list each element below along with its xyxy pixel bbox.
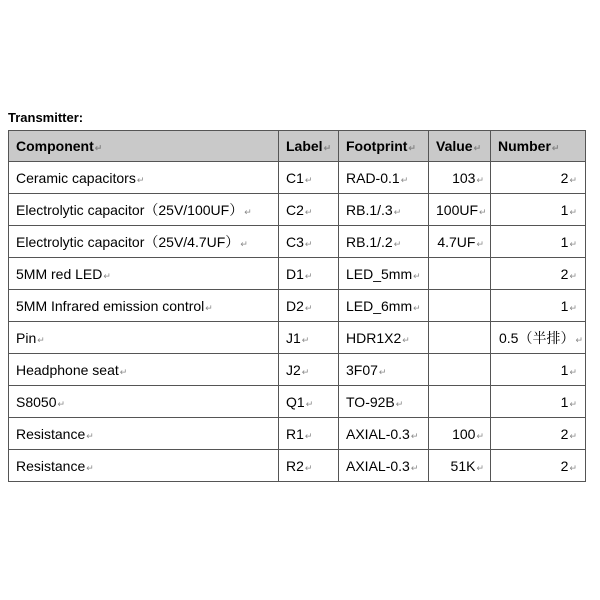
cell-footprint: AXIAL-0.3↵ xyxy=(339,418,429,450)
table-header-row xyxy=(9,131,586,162)
cell-component: Electrolytic capacitor（25V/4.7UF）↵ xyxy=(9,226,279,258)
components-table xyxy=(8,130,586,482)
table-row xyxy=(9,290,586,322)
cell-footprint: LED_5mm↵ xyxy=(339,258,429,290)
cell-component: S8050↵ xyxy=(9,386,279,418)
cell-number: 1↵ xyxy=(491,354,586,386)
cell-number: 1↵ xyxy=(491,226,586,258)
cell-value: 51K↵ xyxy=(429,450,491,482)
cell-footprint: RAD-0.1↵ xyxy=(339,162,429,194)
table-row xyxy=(9,258,586,290)
cell-value xyxy=(429,322,491,354)
cell-number: 2↵ xyxy=(491,418,586,450)
cell-label: R2↵ xyxy=(279,450,339,482)
cell-number: 2↵ xyxy=(491,258,586,290)
table-row xyxy=(9,450,586,482)
cell-label: D1↵ xyxy=(279,258,339,290)
cell-label: C2↵ xyxy=(279,194,339,226)
cell-label: Q1↵ xyxy=(279,386,339,418)
cell-component: Pin↵ xyxy=(9,322,279,354)
cell-number: 2↵ xyxy=(491,450,586,482)
header-label: Label↵ xyxy=(279,131,339,162)
header-number: Number↵ xyxy=(491,131,586,162)
cell-component: 5MM Infrared emission control↵ xyxy=(9,290,279,322)
cell-label: J1↵ xyxy=(279,322,339,354)
cell-value: 100UF↵ xyxy=(429,194,491,226)
cell-number: 1↵ xyxy=(491,194,586,226)
cell-footprint: HDR1X2↵ xyxy=(339,322,429,354)
cell-component: Resistance↵ xyxy=(9,418,279,450)
cell-value: 4.7UF↵ xyxy=(429,226,491,258)
cell-number: 1↵ xyxy=(491,386,586,418)
cell-label: J2↵ xyxy=(279,354,339,386)
table-row xyxy=(9,354,586,386)
cell-footprint: 3F07↵ xyxy=(339,354,429,386)
cell-value xyxy=(429,354,491,386)
cell-footprint: LED_6mm↵ xyxy=(339,290,429,322)
cell-value: 100↵ xyxy=(429,418,491,450)
cell-number: 2↵ xyxy=(491,162,586,194)
cell-component: Resistance↵ xyxy=(9,450,279,482)
table-row xyxy=(9,386,586,418)
table-row xyxy=(9,194,586,226)
table-row xyxy=(9,226,586,258)
table-row xyxy=(9,162,586,194)
cell-label: C3↵ xyxy=(279,226,339,258)
cell-number: 0.5（半排）↵ xyxy=(491,322,586,354)
cell-footprint: RB.1/.2↵ xyxy=(339,226,429,258)
cell-number: 1↵ xyxy=(491,290,586,322)
cell-footprint: TO-92B↵ xyxy=(339,386,429,418)
cell-value xyxy=(429,258,491,290)
cell-value xyxy=(429,290,491,322)
cell-label: C1↵ xyxy=(279,162,339,194)
header-component: Component↵ xyxy=(9,131,279,162)
table-row xyxy=(9,322,586,354)
cell-component: Ceramic capacitors↵ xyxy=(9,162,279,194)
cell-value xyxy=(429,386,491,418)
cell-footprint: AXIAL-0.3↵ xyxy=(339,450,429,482)
header-footprint: Footprint↵ xyxy=(339,131,429,162)
section-title: Transmitter: xyxy=(8,110,84,125)
header-value: Value↵ xyxy=(429,131,491,162)
table-row xyxy=(9,418,586,450)
cell-label: D2↵ xyxy=(279,290,339,322)
cell-component: Headphone seat↵ xyxy=(9,354,279,386)
cell-component: 5MM red LED↵ xyxy=(9,258,279,290)
cell-footprint: RB.1/.3↵ xyxy=(339,194,429,226)
cell-component: Electrolytic capacitor（25V/100UF）↵ xyxy=(9,194,279,226)
cell-value: 103↵ xyxy=(429,162,491,194)
cell-label: R1↵ xyxy=(279,418,339,450)
